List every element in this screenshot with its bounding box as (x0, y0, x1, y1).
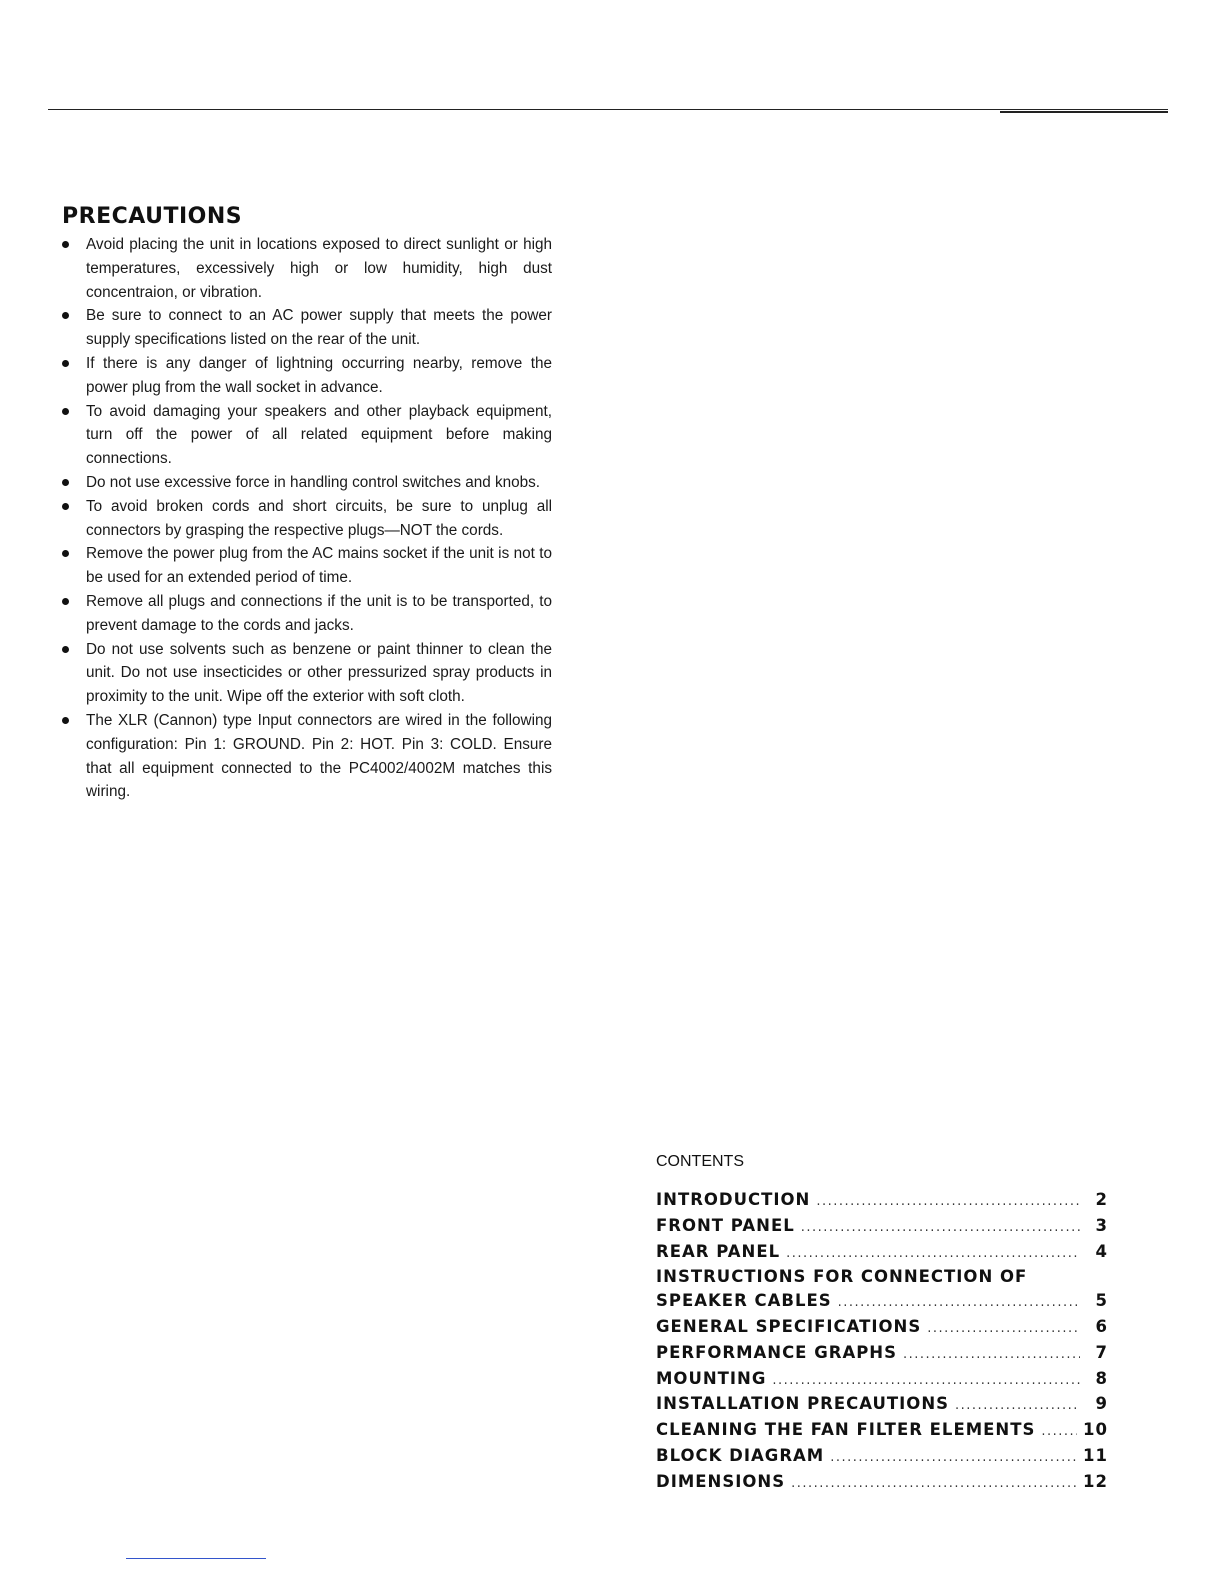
toc-entry-page: 8 (1095, 1368, 1108, 1388)
toc-leader-dots (903, 1343, 1080, 1367)
toc-entry-label: CLEANING THE FAN FILTER ELEMENTS (656, 1420, 1036, 1440)
toc-entry-page: 3 (1095, 1215, 1108, 1235)
toc-entry-page: 12 (1083, 1471, 1108, 1491)
toc-entry-page: 4 (1095, 1241, 1108, 1261)
toc-entry-label: PERFORMANCE GRAPHS (656, 1342, 897, 1362)
toc-entry[interactable] (656, 1315, 1108, 1341)
toc-leader-dots (955, 1394, 1080, 1418)
bullet-icon (62, 503, 69, 510)
precautions-heading: PRECAUTIONS (62, 204, 243, 229)
toc-entry-label: DIMENSIONS (656, 1471, 786, 1491)
bullet-icon (62, 479, 69, 486)
toc-entry[interactable] (656, 1341, 1108, 1367)
toc-leader-dots (816, 1190, 1080, 1214)
toc-entry[interactable] (656, 1214, 1108, 1240)
toc-entry-label: SPEAKER CABLES (656, 1291, 832, 1311)
precaution-text: Remove the power plug from the AC mains socket if the unit is not to be used for an extended period of time. (86, 545, 552, 587)
toc-entry-label: FRONT PANEL (656, 1215, 795, 1235)
toc-entry[interactable] (656, 1470, 1108, 1496)
precautions-section (62, 204, 552, 804)
toc-leader-dots (838, 1291, 1080, 1315)
precaution-text: The XLR (Cannon) type Input connectors are wired in the following configuration: Pin 1: GROUND. Pin 2: HOT. Pin 3: COLD. Ensure that all equipment connected to the PC4002/4002M matches this wiring. (86, 711, 552, 801)
precaution-text: Do not use solvents such as benzene or paint thinner to clean the unit. Do not use insecticides or other pressurized spray products in proximity to the unit. Wipe off the exterior with soft cloth. (86, 640, 552, 706)
toc-leader-dots (830, 1446, 1077, 1470)
precaution-text: To avoid damaging your speakers and other playback equipment, turn off the power of all related equipment before making connections. (86, 402, 552, 468)
contents-title: CONTENTS (656, 1153, 744, 1170)
toc-entry-label: INTRODUCTION (656, 1190, 811, 1209)
precaution-item (62, 590, 552, 638)
bullet-icon (62, 408, 69, 415)
toc-entry[interactable] (656, 1289, 1108, 1315)
toc-entry[interactable] (656, 1240, 1108, 1266)
precautions-list (62, 233, 552, 804)
bullet-icon (62, 646, 69, 653)
toc-entry-label: REAR PANEL (656, 1241, 781, 1261)
toc-list (656, 1188, 1108, 1496)
toc-entry-page: 11 (1083, 1445, 1108, 1465)
precaution-item (62, 471, 552, 495)
precaution-text: To avoid broken cords and short circuits, be sure to unplug all connectors by grasping the respective plugs—NOT the cords. (86, 497, 552, 539)
toc-leader-dots (927, 1317, 1080, 1341)
precaution-item (62, 352, 552, 400)
precaution-text: If there is any danger of lightning occurring nearby, remove the power plug from the wall socket in advance. (86, 354, 552, 396)
toc-entry[interactable] (656, 1444, 1108, 1470)
toc-entry[interactable] (656, 1392, 1108, 1418)
precaution-text: Be sure to connect to an AC power supply that meets the power supply specifications listed on the rear of the unit. (86, 307, 552, 349)
header-rule (48, 109, 1168, 110)
precaution-item (62, 304, 552, 352)
bullet-icon (62, 312, 69, 319)
precaution-item (62, 400, 552, 471)
precaution-item (62, 638, 552, 709)
toc-entry[interactable] (656, 1188, 1108, 1214)
toc-entry-label: GENERAL SPECIFICATIONS (656, 1316, 922, 1336)
toc-entry-page: 10 (1083, 1420, 1108, 1440)
precaution-text: Remove all plugs and connections if the unit is to be transported, to prevent damage to the cords and jacks. (86, 592, 552, 634)
toc-leader-dots (801, 1216, 1080, 1240)
precaution-item (62, 495, 552, 543)
toc-entry[interactable] (656, 1418, 1108, 1444)
toc-entry-label: INSTRUCTIONS FOR CONNECTION OF (656, 1267, 1028, 1287)
toc-entry-label: MOUNTING (656, 1368, 767, 1388)
toc-entry-page: 7 (1095, 1342, 1108, 1362)
precaution-text: Do not use excessive force in handling control switches and knobs. (86, 473, 541, 491)
precaution-item (62, 709, 552, 804)
toc-entry-label: BLOCK DIAGRAM (656, 1445, 825, 1465)
toc-leader-dots (1041, 1420, 1077, 1444)
precaution-text: Avoid placing the unit in locations exposed to direct sunlight or high temperatures, excessively high or low humidity, high dust concentraion, or vibration. (86, 236, 552, 301)
precaution-item (62, 542, 552, 590)
bullet-icon (62, 550, 69, 557)
bullet-icon (62, 241, 69, 248)
toc-entry-page: 5 (1095, 1291, 1108, 1311)
toc-entry-page: 2 (1095, 1190, 1108, 1209)
toc-entry-page: 6 (1095, 1316, 1108, 1336)
bullet-icon (62, 717, 69, 724)
footer-rule (126, 1558, 266, 1559)
toc-entry[interactable] (656, 1367, 1108, 1393)
toc-entry[interactable] (656, 1265, 1108, 1289)
header-rule-accent (1000, 111, 1168, 113)
toc-leader-dots (791, 1472, 1077, 1496)
bullet-icon (62, 360, 69, 367)
toc-entry-label: INSTALLATION PRECAUTIONS (656, 1394, 950, 1414)
toc-leader-dots (786, 1242, 1080, 1266)
toc-leader-dots (772, 1369, 1080, 1393)
toc-entry-page: 9 (1095, 1394, 1108, 1414)
bullet-icon (62, 598, 69, 605)
precaution-item (62, 233, 552, 304)
contents-section (656, 1153, 1108, 1496)
